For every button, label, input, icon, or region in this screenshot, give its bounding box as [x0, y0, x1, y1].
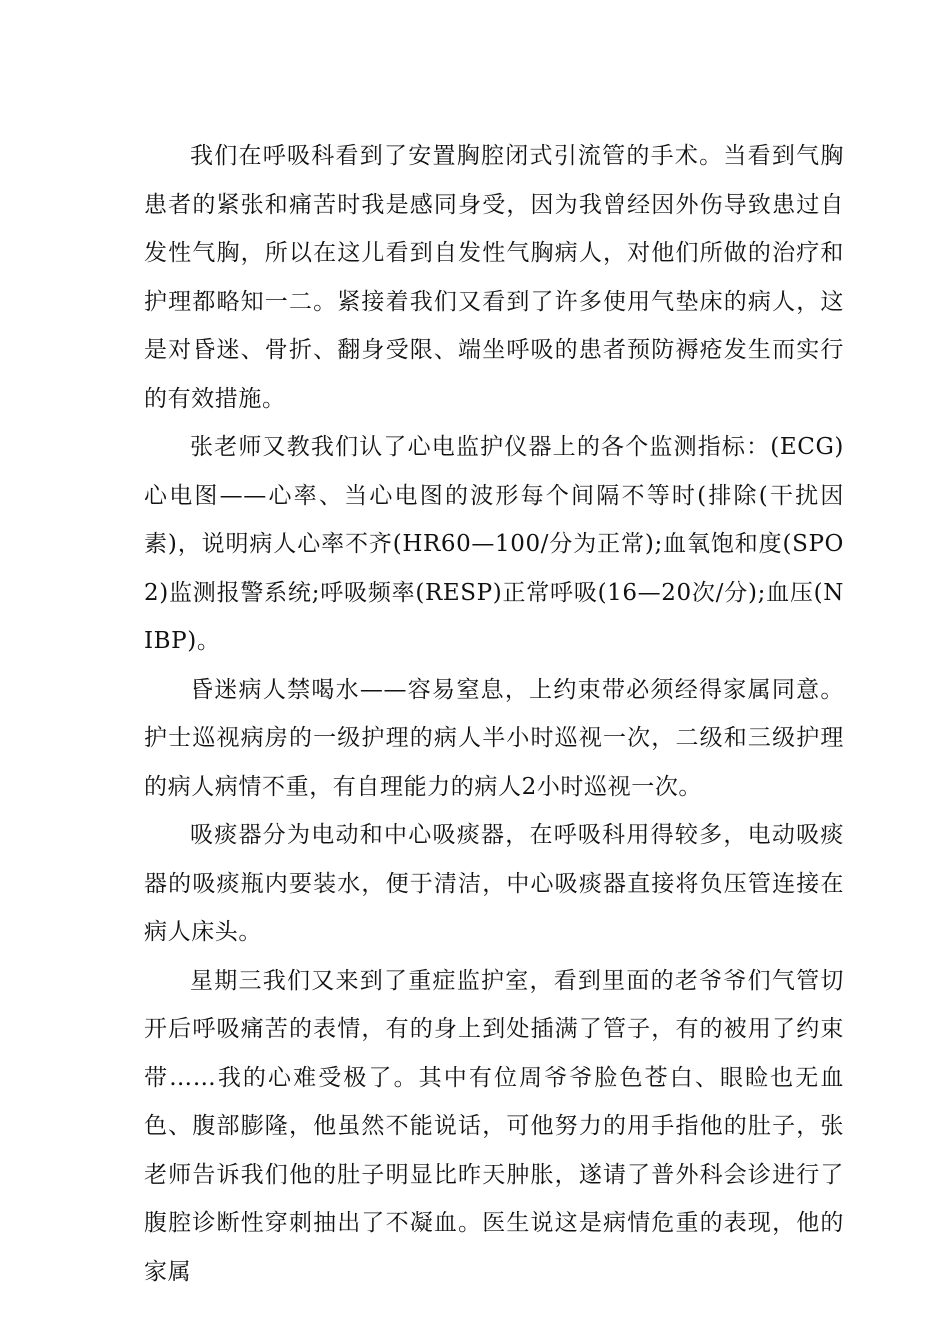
paragraph-suction-device: 吸痰器分为电动和中心吸痰器，在呼吸科用得较多，电动吸痰器的吸痰瓶内要装水，便于清洁，中心吸痰器直接将负压管连接在病人床头。 — [144, 822, 844, 945]
paragraph-icu-visit: 星期三我们又来到了重症监护室，看到里面的老爷爷们气管切开后呼吸痛苦的表情，有的身上到处插满了管子，有的被用了约束带……我的心难受极了。其中有位周爷爷脸色苍白、眼睑也无血色、腹部膨隆，他虽然不能说话，可他努力的用手指他的肚子，张老师告诉我们他的肚子明显比昨天肿胀，遂请了普外科会诊进行了腹腔诊断性穿刺抽出了不凝血。医生说这是病情危重的表现，他的家属 — [144, 967, 844, 1285]
paragraph-coma-patients: 昏迷病人禁喝水——容易窒息，上约束带必须经得家属同意。护士巡视病房的一级护理的病人半小时巡视一次，二级和三级护理的病人病情不重，有自理能力的病人2小时巡视一次。 — [144, 676, 844, 800]
body-text — [144, 132, 844, 1296]
paragraph-ecg-monitor: 张老师又教我们认了心电监护仪器上的各个监测指标：(ECG)心电图——心率、当心电图的波形每个间隔不等时(排除(干扰因素)，说明病人心率不齐(HR60—100/分为正常);血氧饱和度(SPO2)监测报警系统;呼吸频率(RESP)正常呼吸(16—20次/分);血压(NIBP)。 — [144, 434, 844, 654]
paragraph-chest-drainage: 我们在呼吸科看到了安置胸腔闭式引流管的手术。当看到气胸患者的紧张和痛苦时我是感同身受，因为我曾经因外伤导致患过自发性气胸，所以在这儿看到自发性气胸病人，对他们所做的治疗和护理都略知一二。紧接着我们又看到了许多使用气垫床的病人，这是对昏迷、骨折、翻身受限、端坐呼吸的患者预防褥疮发生而实行的有效措施。 — [144, 143, 844, 412]
